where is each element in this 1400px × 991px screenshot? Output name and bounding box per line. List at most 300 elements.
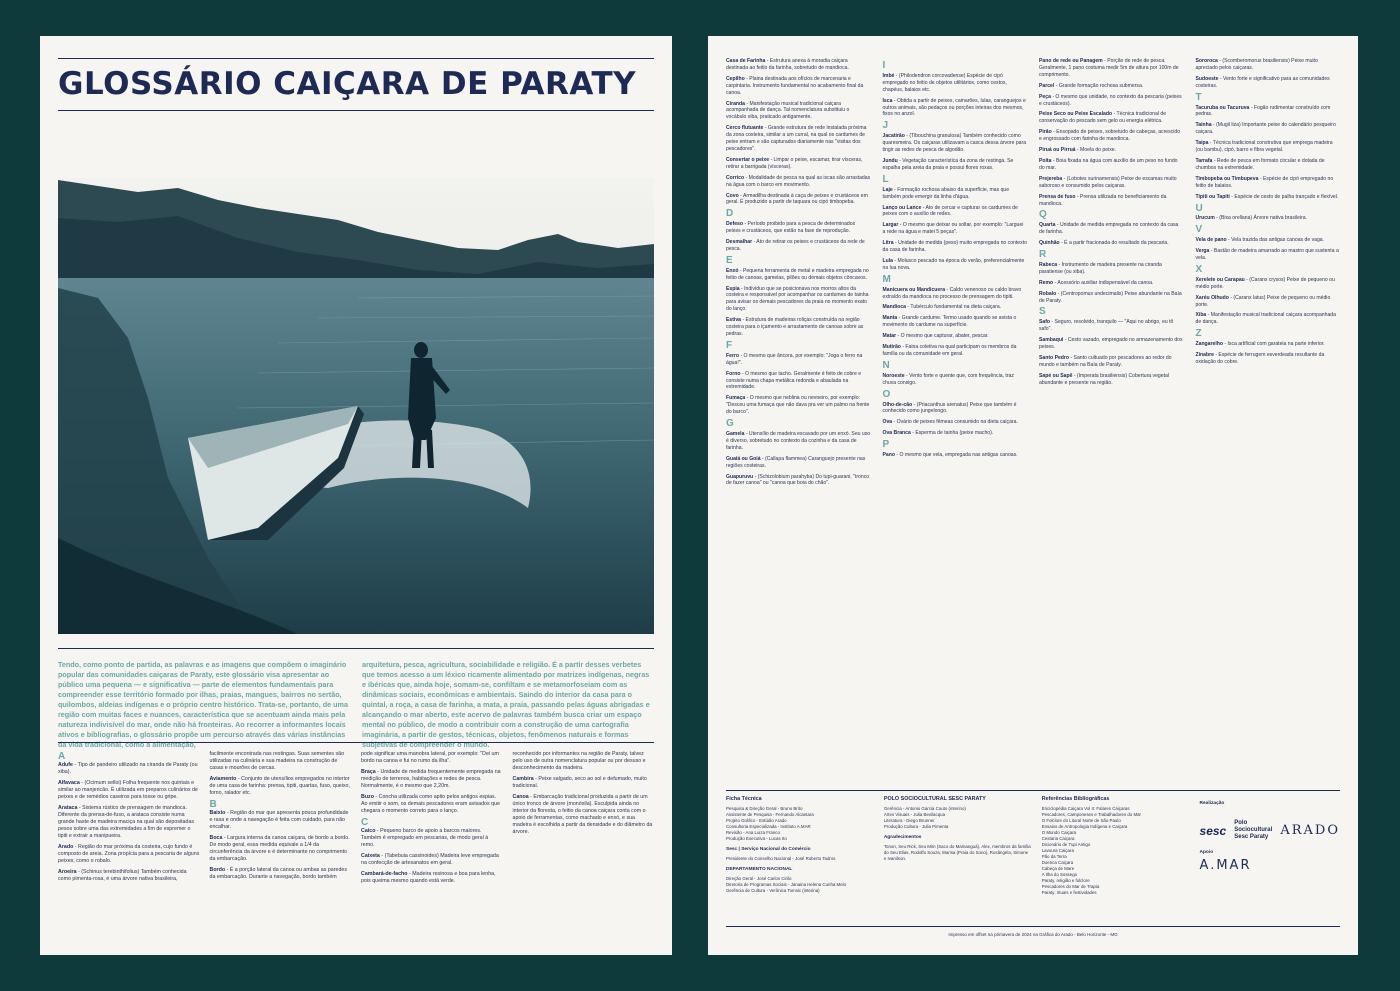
glossary-term: Cepilho	[726, 75, 745, 82]
glossary-term: Gamela	[726, 430, 745, 437]
glossary-term: Taipa	[1195, 140, 1209, 147]
glossary-entry	[1039, 240, 1184, 247]
glossary-definition: - Formação rochosa abaixo da superfície, mas que também pode emergir da linha d'água.	[882, 186, 1010, 200]
glossary-entry	[726, 221, 871, 235]
sesc-logo: sesc	[1199, 823, 1227, 838]
glossary-definition: - Ensopado de peixes, sobretudo de cabeças, acrescido e engrossado com farinha de mandioca.	[1039, 129, 1181, 143]
glossary-term: Bordo	[209, 867, 226, 873]
realizacao-logos	[1200, 820, 1340, 841]
glossary-definition: - Espécie de cipó empregado no feitio de balaios.	[1195, 175, 1334, 189]
glossary-definition: - Tipo de pandeiro utilizado na ciranda de Paraty (ou xiba).	[58, 762, 198, 775]
glossary-term: Mandioca	[882, 304, 906, 311]
intro-paragraph-1: Tendo, como ponto de partida, as palavras e as imagens que compõem o imaginário popular das comunidades caiçaras de Paraty, este glossário visa apresentar ao público uma pequena — e significativa — parte de elementos fundamentais para compreender esse território formado por ilhas, praias, mangues, bairros no sertão, quilombos, aldeias indígenas e o próprio centro histórico. Trata-se, portanto, de uma região com muitas faces e nuances, característica que se acentuam ainda mais pela natureza indivisível do mar, onde não há fronteiras. Ao recorrer a informantes locais ativos e bibliografias, o glossário propõe um percurso através das várias instâncias da vida tradicional, como a alimentação,	[58, 660, 348, 749]
title-top-rule	[58, 58, 654, 59]
logos-block	[1200, 796, 1340, 936]
dept-line: Diretoria de Programas Sociais - Janaina Helena Cunha Melo	[726, 882, 847, 887]
glossary-term: Safo	[1039, 319, 1051, 326]
glossary-term: Cambará-de-facho	[361, 871, 408, 877]
glossary-definition: - Caldo venenoso ou caldo bravo extraído da mandioca no processo de prensagem do tipiti.	[882, 286, 1022, 300]
glossary-entry	[1039, 129, 1184, 143]
glossary-definition: - Conjunto de utensílios empregados no interior de uma casa de farinha: prensa, tipiti, quartas, fuso, queixo, forno, ralador etc.	[209, 776, 350, 796]
glossary-term: Caixeta	[361, 853, 380, 859]
glossary-term: Imbé	[882, 72, 895, 79]
credits-section	[726, 796, 1340, 936]
glossary-letter-heading: O	[882, 388, 891, 400]
glossary-entry	[1039, 280, 1184, 287]
glossary-entry	[361, 871, 503, 885]
glossary-term: Guaiá ou Goiá	[726, 455, 761, 462]
glossary-definition: - Sistema rústico de prensagem de mandioca. Diferente da prensa-de-fuso, a arataca consiste numa grande haste de madeira maciça na qual são depositadas pesos sobre uma das extremidades a fim de espremer o tipiti e extrair a manipueira.	[58, 805, 195, 839]
glossary-definition: - (Mugil liza) Importante peixe do calendário pesqueiro caiçara.	[1195, 122, 1336, 136]
glossary-definition: - (Caranx latus) Peixe de pequeno ou médio porte.	[1195, 294, 1331, 308]
glossary-entry	[1039, 319, 1184, 333]
glossary-column	[1039, 58, 1184, 786]
glossary-term: Olho-de-cão	[882, 401, 913, 408]
glossary-entry	[210, 751, 352, 772]
glossary-column	[726, 58, 871, 786]
glossary-term: Casa de Farinha	[726, 58, 766, 64]
glossary-definition: - Grande estrutura de rede instalada próxima da zona costeira, similar a um curral, na qual os cardumes de peixe entram e são capturados diariamente nas "visitas dos pescadores".	[726, 125, 867, 152]
referencia-item: Lavoura Caiçara	[1041, 848, 1074, 853]
glossary-entry	[210, 776, 352, 797]
glossary-term: Peça	[1039, 93, 1051, 100]
glossary-term: Pano	[882, 452, 895, 459]
glossary-entry	[883, 452, 1028, 459]
glossary-term: Forno	[726, 370, 741, 377]
agradecimentos-text: Tonon, Seu Rick, Seu Mim (Saco do Mamanguá), Alex, membros da família do Seu Elias, Rodolfo Souza, Marisa (Praia do Sono), Rosângela, Simone e Ivanilson.	[883, 844, 1031, 861]
dept-line: Direção Geral - José Carlos Cirilo	[726, 876, 792, 881]
intro-text	[58, 660, 654, 750]
glossary-letter-heading: Q	[1039, 209, 1047, 221]
glossary-letter-heading: E	[726, 254, 733, 266]
glossary-entry	[726, 239, 871, 253]
glossary-term: Zinabre	[1195, 352, 1214, 359]
glossary-entry	[726, 157, 871, 171]
polo-title: POLO SOCIOCULTURAL SESC PARATY	[883, 796, 986, 802]
glossary-definition: - Utensílio de madeira escavado por um enxó. Seu uso é diverso, sobretudo no contexto da cozinha e da casa de farinha.	[726, 430, 871, 451]
glossary-entry	[1196, 158, 1341, 172]
glossary-entry	[210, 810, 352, 831]
glossary-entry	[1196, 140, 1341, 154]
glossary-term: Quinhão	[1039, 240, 1060, 247]
title-bottom-rule	[58, 110, 654, 111]
glossary-entry	[726, 456, 871, 470]
glossary-term: Manicuera ou Mandicuera	[882, 286, 946, 293]
glossary-term: Aviamento	[209, 776, 237, 782]
glossary-entry	[883, 333, 1028, 340]
referencias	[1042, 796, 1190, 936]
glossary-definition: - Fogão rudimentar construído com pedras.	[1195, 104, 1331, 118]
poster-title: GLOSSÁRIO CAIÇARA DE PARATY	[58, 66, 637, 102]
glossary-entry	[726, 353, 871, 367]
glossary-term: Ciranda	[726, 100, 745, 107]
glossary-definition: - (Schinus terebinthifolius) Também conhecida como pimenta-rosa, é uma árvore nativa brasileira,	[58, 869, 187, 882]
dept-subtitle: DEPARTAMENTO NACIONAL	[726, 867, 793, 872]
glossary-definition: - Pequena ferramenta de metal e madeira empregada no feitio de canoas, gamelas, pilões ou demais objetos côncavos.	[726, 267, 869, 281]
glossary-entry	[883, 222, 1028, 236]
glossary-definition: - Grande formação rochosa submersa.	[1054, 82, 1144, 89]
glossary-letter-heading: R	[1039, 249, 1047, 261]
glossary-entry	[883, 98, 1028, 119]
glossary-term: Ova Branca	[882, 430, 911, 437]
glossary-term: Prensa de fuso	[1039, 193, 1076, 200]
glossary-term: Santo Pedro	[1039, 355, 1070, 361]
referencia-item: Pescadores, Camponeses e Trabalhadores do Mar	[1041, 812, 1142, 817]
glossary-definition: - (Centropomus undecimalis) Peixe abundante na Baía de Paraty.	[1039, 290, 1182, 304]
glossary-letter-heading: B	[209, 799, 217, 810]
glossary-definition: - Instrumento de madeira presente na ciranda paratiense (ou xiba).	[1039, 261, 1162, 275]
glossary-column	[1196, 58, 1341, 786]
glossary-entry	[1196, 176, 1341, 190]
ficha-tecnica	[726, 796, 874, 936]
glossary-entry	[883, 158, 1028, 172]
glossary-entry	[883, 205, 1028, 219]
glossary-entry	[1196, 76, 1341, 90]
glossary-entry	[883, 73, 1028, 94]
glossary-term: Tipiti ou Tapiti	[1195, 193, 1230, 200]
glossary-term: Urucum	[1195, 215, 1215, 222]
referencia-item: A Ilha do Sossego	[1041, 872, 1078, 877]
glossary-entry	[58, 869, 200, 883]
glossary-letter-heading: Z	[1195, 328, 1202, 340]
glossary-entry	[513, 776, 655, 790]
glossary-entry	[361, 794, 503, 815]
glossary-term: Corrico	[726, 174, 745, 181]
glossary-entry	[58, 805, 200, 840]
glossary-letter-heading: X	[1195, 263, 1203, 275]
glossary-definition: - Molusco pescado na época do verão, preferencialmente na lua nova.	[882, 257, 1025, 271]
glossary-term: Guapuruvu	[726, 473, 754, 480]
glossary-entry	[1196, 352, 1341, 366]
glossary-entry	[1039, 58, 1184, 79]
glossary-definition: - (Caranx crysos) Peixe de pequeno ou médio porte.	[1195, 276, 1335, 290]
glossary-term: Noroeste	[882, 372, 905, 379]
ficha-line: Pesquisa & Direção Geral - Bruno Brito	[726, 806, 803, 811]
glossary-entry	[1196, 341, 1341, 348]
glossary-term: Largar	[882, 222, 899, 229]
glossary-definition: - Estrutura de madeiras roliças construída na região costeira para o içamento e arrastamento de canoas sobre as pedras.	[726, 317, 864, 337]
glossary-definition: - Santo cultuado por pescadores ao redor do mundo e também na Baía de Paraty.	[1039, 355, 1172, 368]
glossary-term: Litra	[882, 240, 894, 247]
ficha-title: Ficha Técnica	[726, 796, 762, 802]
glossary-letter-heading: U	[1195, 202, 1203, 214]
glossary-entry	[1039, 147, 1184, 154]
glossary-entry	[513, 751, 655, 772]
glossary-definition: - Faina coletiva na qual participam os membros da família ou da comunidade em geral.	[882, 344, 1017, 357]
glossary-definition: - O mesmo que capturar, abater, pescar.	[896, 333, 989, 340]
glossary-term: Tainha	[1195, 122, 1212, 129]
glossary-definition: - Espécie de cesto de palha trançado e flexível.	[1229, 193, 1339, 200]
glossary-entry	[1039, 94, 1184, 108]
glossary-entry	[513, 794, 655, 836]
glossary-term: Sapé ou Sapê	[1039, 372, 1073, 379]
glossary-entry	[1039, 373, 1184, 387]
glossary-definition: - Técnica tradicional construtiva que emprega madeira (ou bambu), cipó, barro e fibra vegetal.	[1195, 140, 1333, 154]
glossary-term: Boca	[209, 835, 223, 841]
glossary-definition: - O mesmo que vela, empregada nas antigas canoas.	[894, 452, 1018, 459]
glossary-entry	[1039, 83, 1184, 90]
glossary-term: Tarrafa	[1195, 157, 1213, 164]
glossary-definition: - Cesto vazado, empregado no armazenamento dos peixes.	[1039, 337, 1183, 351]
glossary-term: Covo	[726, 192, 739, 199]
glossary-entry	[1039, 337, 1184, 351]
glossary-entry	[361, 828, 503, 849]
glossary-columns-left	[58, 751, 654, 951]
glossary-entry	[210, 835, 352, 863]
glossary-definition: - Espécie de ferrugem esverdeada resultante da oxidação do cobre.	[1195, 352, 1325, 365]
amar-logo: A.MAR	[1199, 858, 1252, 873]
polo-line: Literatura - Diego Brunner	[883, 818, 935, 823]
glossary-entry	[726, 474, 871, 488]
polo-line: Produção Cultura - Julia Pimenta	[883, 824, 949, 829]
glossary-entry	[883, 287, 1028, 301]
fisherman-photo-illustration	[58, 178, 654, 634]
glossary-term: Arataca	[58, 805, 78, 811]
glossary-term: Sororoca	[1195, 58, 1218, 64]
glossary-definition: - É a partir fracionada do resultado da pescaria.	[1059, 240, 1169, 247]
polo-line: Artes Visuais - Julia Bevilacqua	[883, 812, 946, 817]
glossary-term: Defeso	[726, 221, 743, 228]
glossary-definition: - (Scomberomorus brasiliensis) Peixe muito apreciado pelos caiçaras.	[1195, 58, 1318, 71]
glossary-column	[58, 751, 200, 951]
referencias-title: Referências Bibliográficas	[1041, 796, 1110, 802]
glossary-definition: - Unidade de medida empregada no contexto da casa de farinha.	[1039, 222, 1179, 236]
glossary-entry	[1196, 105, 1341, 119]
glossary-entry	[1039, 111, 1184, 125]
ficha-line: Assistente de Pesquisa - Fernando Alcantara	[726, 812, 814, 817]
glossary-entry	[883, 419, 1028, 426]
glossary-entry	[1039, 194, 1184, 208]
glossary-columns-right	[726, 58, 1340, 786]
glossary-entry	[1196, 122, 1341, 136]
glossary-letter-heading: F	[726, 339, 733, 351]
polo-sesc-credits	[884, 796, 1032, 936]
glossary-term: Adufe	[58, 762, 74, 768]
glossary-entry	[726, 395, 871, 416]
glossary-term: Braça	[361, 769, 376, 775]
glossary-entry	[726, 101, 871, 122]
glossary-letter-heading: P	[882, 439, 890, 451]
glossary-definition: - O mesmo que neblina ou nevoeiro, por exemplo: "Desceu uma fumaça que não dava pra ver um palmo na frente do barco".	[726, 395, 870, 416]
intro-top-rule	[58, 648, 654, 649]
glossary-term: Tacuruba ou Tacuruva	[1195, 104, 1250, 111]
glossary-term: Caico	[361, 828, 376, 834]
glossary-definition: - Seguro, resolvido, tranquilo — "Aqui no abrigo, eu tô safo".	[1039, 319, 1174, 333]
glossary-definition: - Esperma de tainha (peixe macho).	[910, 430, 994, 437]
right-poster-sheet	[708, 36, 1358, 955]
glossary-letter-heading: G	[726, 418, 734, 430]
glossary-definition: - (Priacanthus arenatus) Peixe que também é conhecido como jungelongo.	[882, 401, 1017, 415]
glossary-entry	[883, 344, 1028, 358]
glossary-column	[883, 58, 1028, 786]
glossary-definition: - Vegetação característica da zona de restinga. Se espalha pela areia da praia e possui flores roxas.	[882, 157, 1014, 171]
glossary-term: Baixio	[209, 810, 226, 816]
glossary-term: Mutirão	[882, 344, 901, 351]
glossary-definition: - Vento forte e significativo para as comunidades costeiras.	[1195, 75, 1330, 89]
referencia-item: Paraty: rituais e festividades	[1041, 890, 1097, 895]
glossary-term: Cambira	[512, 776, 534, 782]
glossary-definition: - Concha utilizada como apito pelos antigos espias. Ao emitir o som, os demais pescadores eram avisados que chegara o momento correto para o lanço.	[361, 794, 500, 814]
glossary-entry	[1039, 158, 1184, 172]
left-poster-sheet	[40, 36, 672, 955]
glossary-definition: - Estrutura anexa à moradia caiçara destinada ao feitio da farinha, sobretudo de mandioca.	[726, 58, 849, 71]
glossary-term: Poita	[1039, 157, 1052, 164]
glossary-entry	[1196, 215, 1341, 222]
glossary-letter-heading: I	[882, 60, 886, 71]
glossary-definition: - Ovário de peixes fêmeas consumido na dieta caiçara.	[892, 419, 1018, 426]
glossary-term: Verga	[1195, 248, 1210, 255]
glossary-entry	[1196, 295, 1341, 309]
glossary-term: Isca	[882, 97, 893, 104]
glossary-entry	[726, 58, 871, 72]
fisherman-photo	[58, 178, 654, 634]
referencia-item: O Folclore do Litoral Norte de São Paulo	[1041, 818, 1121, 823]
glossary-definition: - Tubérculo fundamental na dieta caiçara.	[906, 304, 1002, 311]
referencia-item: Enciclopédia Caiçara Vol II: Falares Caiçaras	[1041, 806, 1130, 811]
glossary-definition: - Região do mar que apresenta pouca profundidade e rasa e onde a navegação é feita com cuidado, para não encalhar.	[209, 810, 349, 830]
glossary-definition: - (Schizolobium parahyba) Do tupi-guarani, "tronco de fazer canoa" ou "canoa que boia do chão".	[726, 473, 870, 487]
referencia-item: Cabeça de Mare	[1041, 866, 1075, 871]
glossary-letter-heading: N	[882, 359, 890, 371]
glossary-term: Zangarelho	[1195, 341, 1223, 348]
glossary-term: Manta	[882, 315, 898, 322]
glossary-column	[513, 751, 655, 951]
referencia-item: Doenca Caiçara	[1041, 860, 1074, 865]
glossary-entry	[726, 431, 871, 452]
glossary-letter-heading: D	[726, 208, 734, 220]
glossary-entry	[883, 258, 1028, 272]
glossary-term: Buzo	[361, 794, 374, 800]
glossary-definition: - Boia fixada na água com auxílio de um peso no fundo do mar.	[1039, 157, 1178, 171]
glossary-entry	[883, 402, 1028, 416]
glossary-term: Lanço ou Lance	[882, 204, 922, 211]
glossary-definition: - (Callapa flammea) Caranguejo presente nas regiões costeiras.	[726, 455, 866, 469]
referencia-item: O Mundo Caiçara	[1041, 830, 1077, 835]
glossary-definition: - (Imperata brasiliensis) Cobertura vegetal abundante e presente na região.	[1039, 372, 1169, 386]
glossary-term: Canoa	[512, 794, 529, 800]
glossary-definition: - Região do mar próxima da costeira, cujo fundo é composto de areia. Zona propícia para a pescaria de alguns peixes, como o robalo.	[58, 844, 200, 864]
glossary-definition: - Vela trazida das antigas canoas de vaga.	[1226, 237, 1325, 244]
glossary-definition: pode significar uma manobra lateral, por exemplo: "Dei um bordo na canoa e fui no rumo da ilha".	[361, 751, 499, 764]
glossary-definition: - Madeira resinosa e boa para lenha, pois queima mesmo quando está verde.	[361, 871, 496, 884]
referencia-item: Ensaios de Antropologia Indígena e Caiçara	[1041, 824, 1128, 829]
glossary-term: Quarta	[1039, 222, 1056, 229]
glossary-definition: - Rede de pesca em formato circular e dotada de chumbos na extremidade.	[1195, 157, 1325, 171]
glossary-term: Rabeca	[1039, 261, 1058, 268]
glossary-term: Matar	[882, 333, 897, 340]
glossary-entry	[726, 125, 871, 153]
glossary-definition: - (Bixa orellana) Árvore nativa brasileira.	[1214, 215, 1308, 222]
glossary-definition: - Peixe salgado, seco ao sol e defumado, muito tradicional.	[512, 776, 647, 789]
glossary-entry	[726, 317, 871, 338]
glossary-definition: - Acessório auxiliar indispensável da canoa.	[1053, 279, 1154, 286]
glossary-term: Piruá ou Pirruá	[1039, 147, 1076, 154]
glossary-entry	[1039, 355, 1184, 369]
glossary-term: Lula	[882, 257, 893, 264]
glossary-entry	[1196, 277, 1341, 291]
glossary-entry	[1039, 222, 1184, 236]
glossary-entry	[726, 76, 871, 97]
glossary-entry	[883, 315, 1028, 329]
glossary-term: Xaréu Olhudo	[1195, 294, 1229, 301]
apoio-label: Apoio	[1199, 850, 1214, 855]
intro-paragraph-2: arquitetura, pesca, agricultura, sociabilidade e religião. É a partir desses verbetes que temos acesso a um léxico ricamente alimentado por matrizes indígenas, negras e ibéricas que, ainda hoje, somam-se, confiltam e se metamorfoseiam com as dinâmicas sociais, econômicas e ambientais. Saindo do interior da casa para o quintal, a roça, a casa de farinha, a mata, a praia, passando pelas águas abrigadas e alcançando o mar aberto, este acervo de palavras também busca criar um espaço mental no público, de modo a contribuir com a construção de uma cartografia imaginária, a partir de gestos, técnicas, objetos, fenômenos naturais e formas subjetivas de compreender o mundo.	[362, 660, 650, 749]
glossary-letter-heading: J	[882, 120, 889, 132]
glossary-term: Desmalhar	[726, 239, 753, 246]
glossary-entry	[883, 187, 1028, 201]
arado-logo: ARADO	[1280, 822, 1340, 838]
glossary-definition: - Largura interna da canoa caiçara, de bordo a bordo. De modo geral, essa medida equivale a 1/4 da circunferência da árvore e é determinante no comprimento da embarcação.	[209, 835, 350, 862]
glossary-term: Robalo	[1039, 290, 1057, 297]
glossary-column	[361, 751, 503, 951]
glossary-term: Sambaqui	[1039, 337, 1064, 344]
glossary-entry	[58, 844, 200, 865]
polo-line: Gerência - Antonio Garcia Couto (interino)	[883, 806, 966, 811]
glossary-term: Ferro	[726, 352, 740, 359]
realizacao-label: Realização	[1199, 801, 1225, 806]
glossary-letter-heading: V	[1195, 224, 1203, 236]
glossary-entry	[1039, 291, 1184, 305]
glossary-letter-heading: A	[58, 751, 66, 762]
footnote-rule	[726, 926, 1340, 927]
glossary-term: Estiva	[726, 317, 742, 324]
sesc-line: Presidente do Conselho Nacional - José Roberto Tadros	[726, 856, 836, 861]
glossary-definition: - Moela do peixe.	[1075, 147, 1117, 154]
dept-line: Gerência de Cultura - Verônica Tomsic (interina)	[726, 888, 820, 893]
glossary-definition: - Vento forte e quente que, com frequência, traz chuva consigo.	[882, 372, 1014, 386]
glossary-entry	[883, 240, 1028, 254]
glossary-letter-heading: M	[882, 273, 891, 285]
glossary-entry	[1196, 312, 1341, 326]
glossary-definition: - É a porção lateral da canoa ou ambas as paredes da embarcação. Durante a navegação, bordo também	[209, 867, 347, 880]
glossary-term: Ova	[882, 419, 893, 426]
ficha-line: Consultoria Especializada - Instituto A.MAR	[726, 824, 811, 829]
glossary-definition: - Manifestação musical tradicional caiçara acompanhada de dança.	[1195, 312, 1336, 326]
glossary-term: Fumaça	[726, 395, 746, 402]
glossary-entry	[883, 430, 1028, 437]
glossary-entry	[1196, 248, 1341, 262]
glossary-definition: - Porção de rede de pesca. Geralmente, 1 pano costuma medir 5m de altura por 100m de comprimento.	[1039, 58, 1179, 78]
glossary-definition: - O mesmo que deixar ou soltar, por exemplo: "Larguei a rede na água e matei 5 peças".	[882, 222, 1024, 236]
glossary-term: Espia	[726, 285, 740, 292]
glossary-entry	[1039, 262, 1184, 276]
glossary-definition: - Ato de retirar os peixes e crustáceos da rede de pesca.	[726, 239, 865, 252]
glossary-term: Jacatirão	[882, 133, 905, 140]
glossary-entry	[1039, 176, 1184, 190]
glossary-term: Consertar o peixe	[726, 156, 770, 163]
referencia-item: Paraty, religião e folclore	[1041, 878, 1090, 883]
glossary-definition: - Pequeno barco de apoio a barcos maiores. Também é empregado em pescarias, de modo geral à remo.	[361, 828, 489, 848]
referencias-list	[1042, 806, 1190, 896]
glossary-definition: facilmente encontrada nas restingas. Suas sementes são utilizadas na culinária e sua madeira na construção de casas e mourões de cercas.	[209, 751, 345, 771]
glossary-definition: - (Lobotes surinamensis) Peixe de escamas muito saboroso e consumido pelos caiçaras.	[1039, 175, 1177, 189]
glossary-definition: - O mesmo que âncora, por exemplo: "Joga o ferro na água!".	[726, 352, 863, 366]
glossary-term: Aroeira	[58, 869, 77, 875]
glossary-entry	[726, 286, 871, 314]
credits-top-rule	[726, 790, 1340, 791]
referencia-item: Cestaria Caiçara	[1041, 836, 1075, 841]
glossary-definition: - Técnica tradicional de conservação do pescado sem gelo ou energia elétrica.	[1039, 111, 1167, 125]
glossary-entry	[883, 133, 1028, 154]
glossary-entry	[726, 193, 871, 207]
glossary-entry	[726, 268, 871, 282]
glossary-term: Xiba	[1195, 312, 1207, 319]
glossary-definition: - Ato de cercar e capturar os cardumes de peixes com o auxílio de redes.	[882, 204, 1018, 218]
glossary-letter-heading: S	[1039, 306, 1046, 318]
glossary-definition: - Unidade de medida (peso) muito empregada no contexto da casa de farinha.	[882, 240, 1027, 254]
glossary-term: Pano de rede ou Panagem	[1039, 58, 1103, 64]
glossary-entry	[210, 867, 352, 881]
